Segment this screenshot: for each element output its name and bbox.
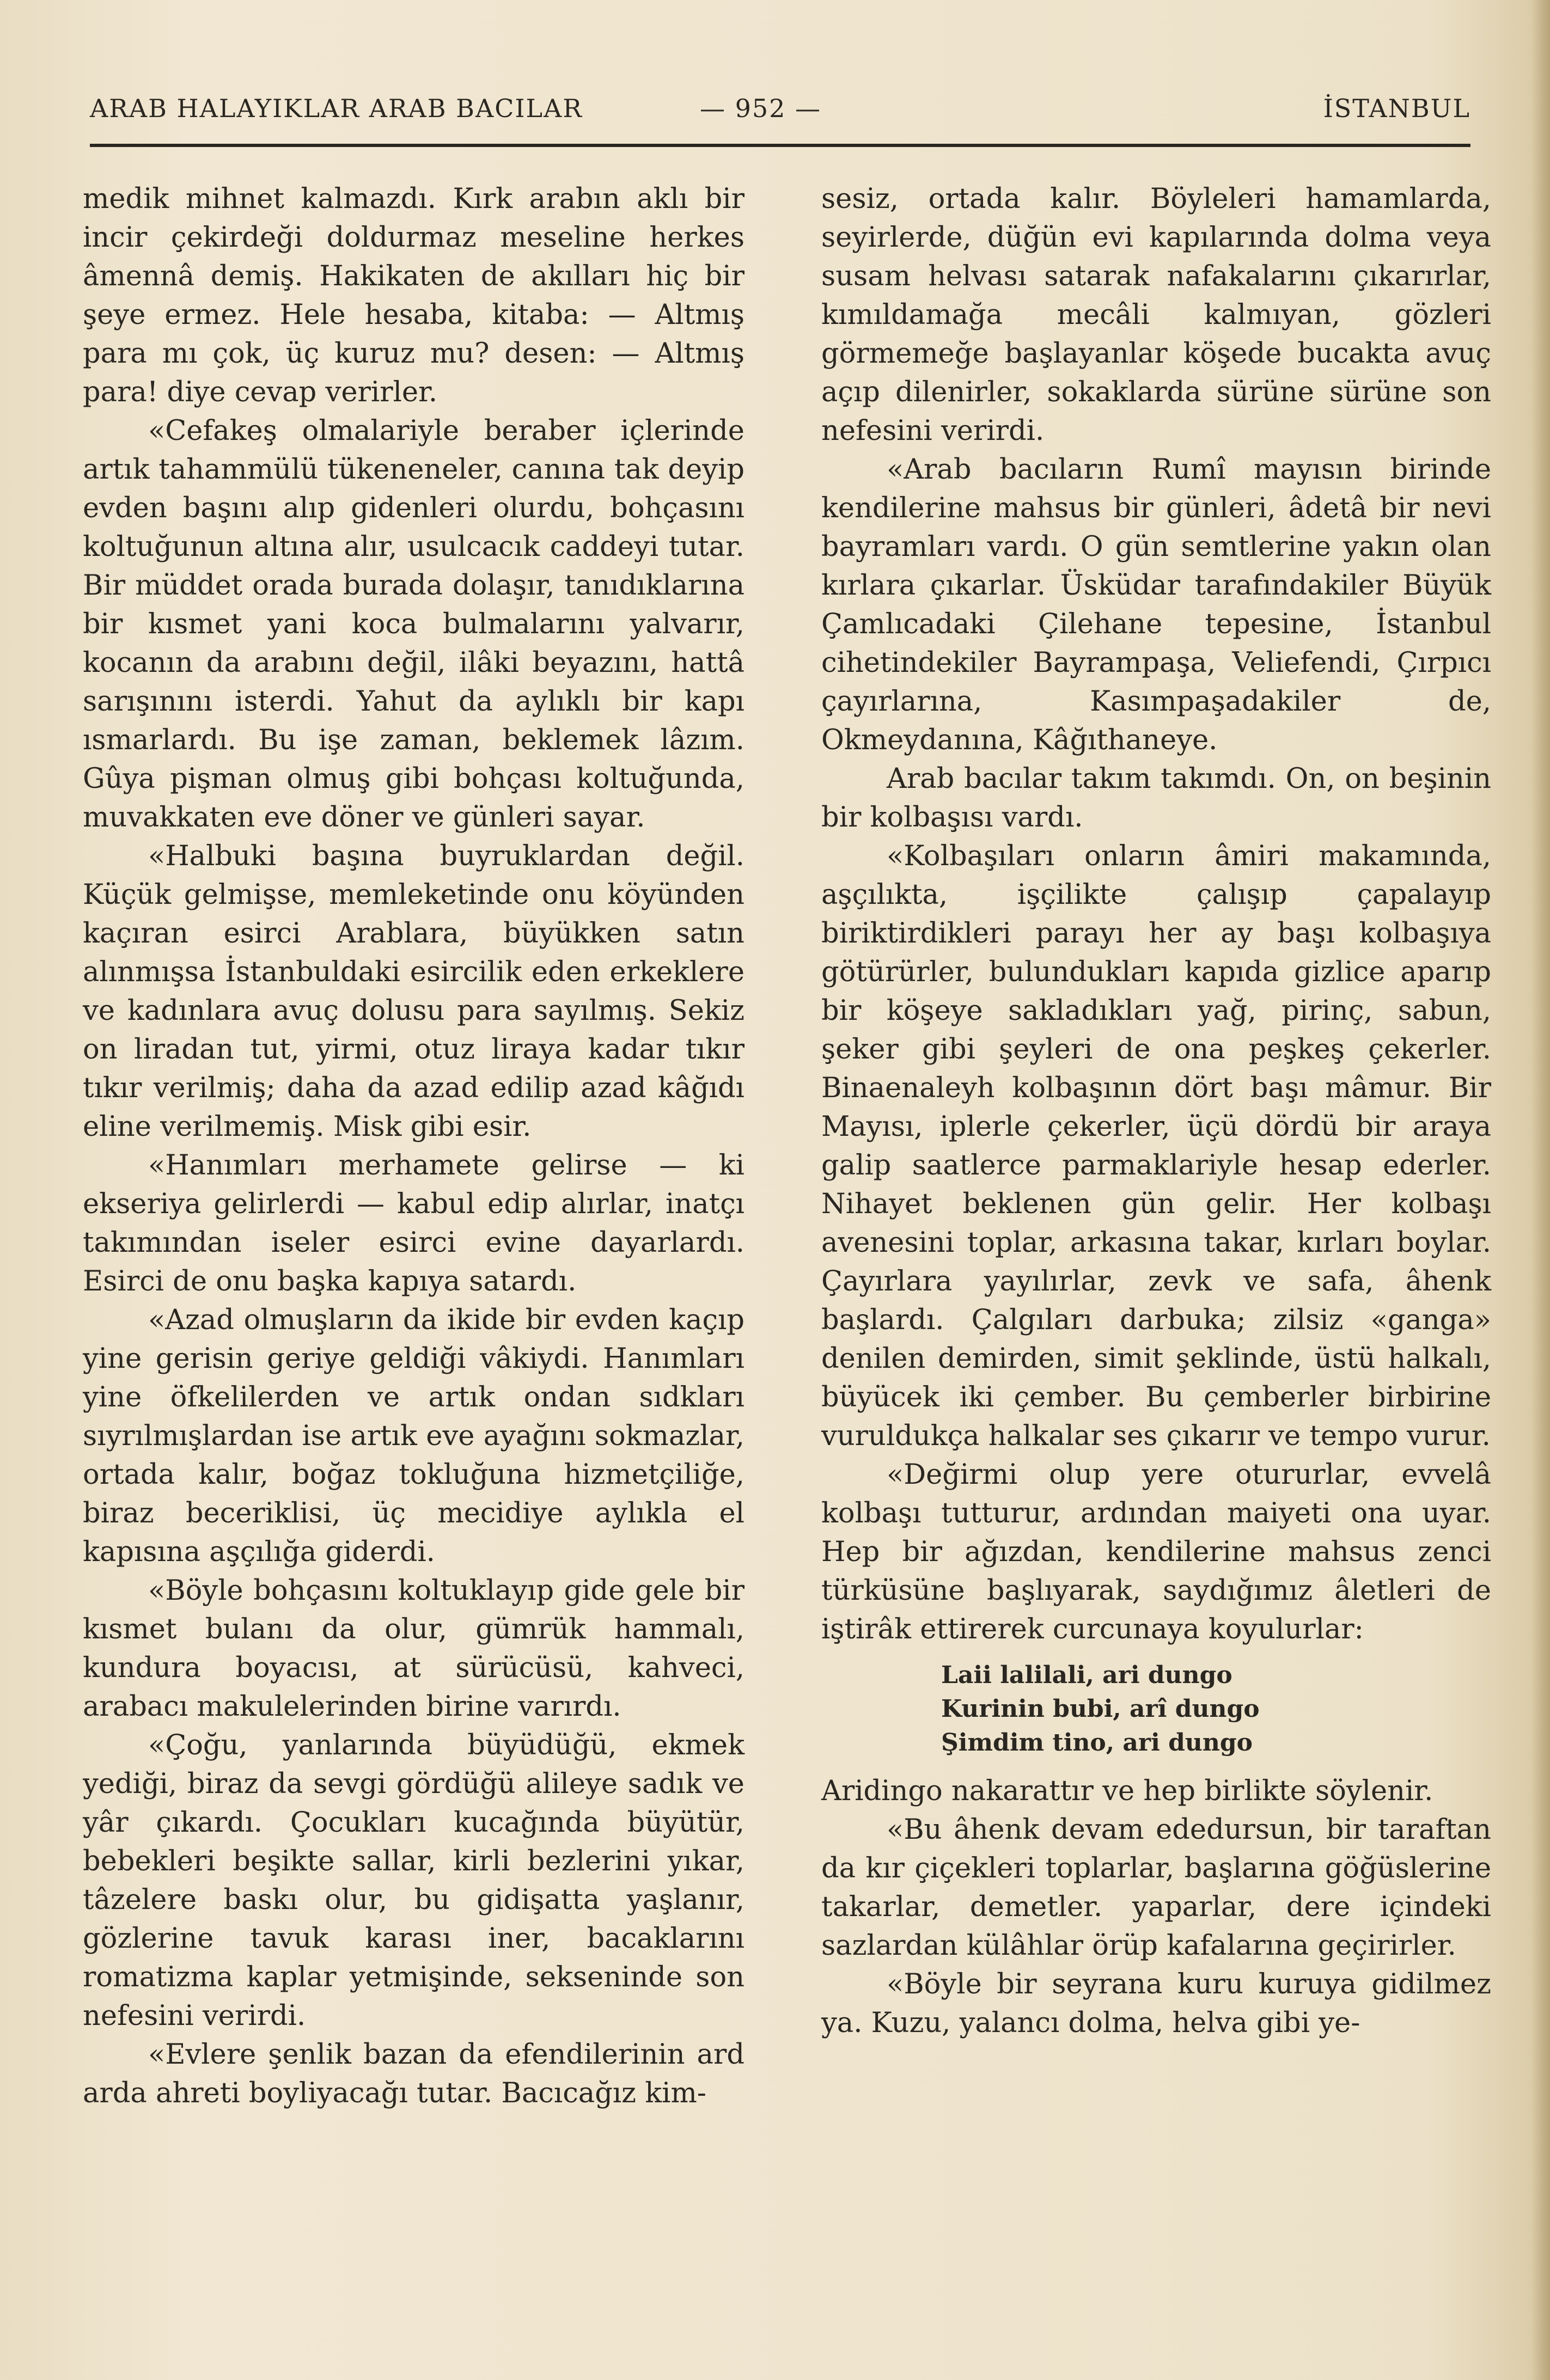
paragraph: «Böyle bir seyrana kuru kuruya gidilmez ya. Kuzu, yalancı dolma, helva gibi ye-	[821, 1968, 1491, 2039]
paragraph: «Hanımları merhamete gelirse — ki ekseriya gelirlerdi — kabul edip alırlar, inatçı takımından iseler esirci evine dayarlardı. Esirci de onu başka kapıya satardı.	[83, 1149, 745, 1298]
lyric-line: Laii lalilali, ari dungo	[941, 1661, 1232, 1689]
lyric-line: Şimdim tino, ari dungo	[941, 1729, 1253, 1757]
paragraph: «Halbuki başına buyruklardan değil. Küçük gelmişse, memleketinde onu köyünden kaçıran esirci Arablara, büyükken satın alınmışsa İstanbuldaki esircilik eden erkeklere ve kadınlara avuç dolusu para sayılmış. Sekiz on liradan tut, yirmi, otuz liraya kadar tıkır tıkır verilmiş; daha da azad edilip azad kâğıdı eline verilmemiş. Misk gibi esir.	[83, 840, 745, 1143]
header-section-title: ARAB HALAYIKLAR ARAB BACILAR	[90, 94, 583, 123]
paragraph: «Çoğu, yanlarında büyüdüğü, ekmek yediği, biraz da sevgi gördüğü alileye sadık ve yâr çıkardı. Çocukları kucağında büyütür, bebekleri beşikte sallar, kirli bezlerini yıkar, tâzelere baskı olur, bu gidişatta yaşlanır, gözlerine tavuk karası iner, bacaklarını romatizma kaplar yetmişinde, sekseninde son nefesini verirdi.	[83, 1729, 745, 2032]
song-lyrics	[941, 1659, 1491, 1760]
paragraph: «Azad olmuşların da ikide bir evden kaçıp yine gerisin geriye geldiği vâkiydi. Hanımları yine öfkelilerden ve artık ondan sıdkları sıyrılmışlardan ise artık eve ayağını sokmazlar, ortada kalır, boğaz tokluğuna hizmetçiliğe, biraz beceriklisi, üç mecidiye aylıkla el kapısına aşçılığa giderdi.	[83, 1304, 745, 1568]
paragraph: «Cefakeş olmalariyle beraber içlerinde artık tahammülü tükeneneler, canına tak deyip evden başını alıp gidenleri olurdu, bohçasını koltuğunun altına alır, usulcacık caddeyi tutar. Bir müddet orada burada dolaşır, tanıdıklarına bir kısmet yani koca bulmalarını yalvarır, kocanın da arabını değil, ilâki beyazını, hattâ sarışınını isterdi. Yahut da aylıklı bir kapı ısmarlardı. Bu işe zaman, beklemek lâzım. Gûya pişman olmuş gibi bohçası koltuğunda, muvakkaten eve döner ve günleri sayar.	[83, 415, 745, 834]
paragraph: «Arab bacıların Rumî mayısın birinde kendilerine mahsus bir günleri, âdetâ bir nevi bayramları vardı. O gün semtlerine yakın olan kırlara çıkarlar. Üsküdar tarafındakiler Büyük Çamlıcadaki Çilehane tepesine, İstanbul cihetindekiler Bayrampaşa, Veliefendi, Çırpıcı çayırlarına, Kasımpaşadakiler de, Okmeydanına, Kâğıthaneye.	[821, 454, 1491, 756]
paragraph: medik mihnet kalmazdı. Kırk arabın aklı bir incir çekirdeği doldurmaz meseline herkes âmennâ demiş. Hakikaten de akılları hiç bir şeye ermez. Hele hesaba, kitaba: — Altmış para mı çok, üç kuruz mu? desen: — Altmış para! diye cevap verirler.	[83, 183, 745, 408]
running-header	[90, 94, 1470, 143]
paragraph: Arab bacılar takım takımdı. On, on beşinin bir kolbaşısı vardı.	[821, 763, 1491, 834]
paragraph: «Bu âhenk devam ededursun, bir taraftan da kır çiçekleri toplarlar, başlarına göğüslerine takarlar, demetler. yaparlar, dere içindeki sazlardan külâhlar örüp kafalarına geçirirler.	[821, 1814, 1491, 1962]
page-edge-shadow	[1530, 0, 1550, 2380]
header-publication-title: İSTANBUL	[1323, 94, 1470, 123]
header-rule	[90, 144, 1470, 147]
paragraph: «Değirmi olup yere otururlar, evvelâ kolbaşı tutturur, ardından maiyeti ona uyar. Hep bir ağızdan, kendilerine mahsus zenci türküsüne başlıyarak, saydığımız âletleri de iştirâk ettirerek curcunaya koyulurlar:	[821, 1459, 1491, 1645]
paragraph: «Böyle bohçasını koltuklayıp gide gele bir kısmet bulanı da olur, gümrük hammalı, kundura boyacısı, at sürücüsü, kahveci, arabacı makulelerinden birine varırdı.	[83, 1575, 745, 1723]
right-column	[821, 180, 1491, 2042]
paragraph: «Kolbaşıları onların âmiri makamında, aşçılıkta, işçilikte çalışıp çapalayıp biriktirdikleri parayı her ay başı kolbaşıya götürürler, bulundukları kapıda gizlice aparıp bir köşeye sakladıkları yağ, pirinç, sabun, şeker gibi şeyleri de ona peşkeş çekerler. Binaenaleyh kolbaşının dört başı mâmur. Bir Mayısı, iplerle çekerler, üçü dördü bir araya galip saatlerce parmaklariyle hesap ederler. Nihayet beklenen gün gelir. Her kolbaşı avenesini toplar, arkasına takar, kırları boylar. Çayırlara yayılırlar, zevk ve safa, âhenk başlardı. Çalgıları darbuka; zilsiz «ganga» denilen demirden, simit şeklinde, üstü halkalı, büyücek iki çember. Bu çemberler birbirine vuruldukça halkalar ses çıkarır ve tempo vurur.	[821, 840, 1491, 1452]
page-number: — 952 —	[700, 94, 822, 123]
paragraph: «Evlere şenlik bazan da efendilerinin ard arda ahreti boyliyacağı tutar. Bacıcağız kim-	[83, 2039, 745, 2109]
paragraph: Aridingo nakarattır ve hep birlikte söylenir.	[821, 1775, 1433, 1807]
lyric-line: Kurinin bubi, arî dungo	[941, 1695, 1260, 1723]
left-column	[83, 180, 745, 2113]
paragraph: sesiz, ortada kalır. Böyleleri hamamlarda, seyirlerde, düğün evi kapılarında dolma veya susam helvası satarak nafakalarını çıkarırlar, kımıldamağa mecâli kalmıyan, gözleri görmemeğe başlayanlar köşede bucakta avuç açıp dilenirler, sokaklarda sürüne sürüne son nefesini verirdi.	[821, 183, 1491, 447]
